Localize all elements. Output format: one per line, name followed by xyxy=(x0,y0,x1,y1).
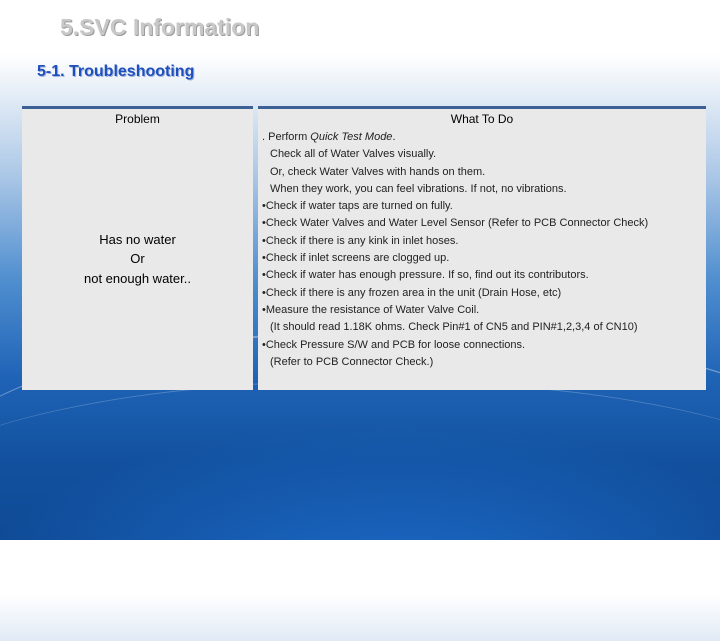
todo-line: • Measure the resistance of Water Valve Coil. xyxy=(262,302,706,319)
todo-suffix: . xyxy=(392,131,396,143)
what-to-do-cell xyxy=(258,128,706,390)
section-title: 5-1. Troubleshooting xyxy=(37,63,195,80)
column-header-what-to-do: What To Do xyxy=(258,106,706,128)
todo-line: • Check Water Valves and Water Level Sensor (Refer to PCB Connector Check) xyxy=(262,215,706,232)
problem-line: not enough water.. xyxy=(84,270,191,286)
todo-line: • Check if water has enough pressure. If so, find out its contributors. xyxy=(262,267,706,284)
problem-line: Has no water xyxy=(99,231,176,247)
todo-list xyxy=(262,146,706,371)
todo-line: • Check Pressure S/W and PCB for loose connections. xyxy=(262,337,706,354)
todo-line: Check all of Water Valves visually. xyxy=(270,148,437,161)
quick-test-mode-emphasis: Quick Test Mode xyxy=(310,131,393,143)
background-swoosh xyxy=(0,380,720,641)
todo-prefix: . Perform xyxy=(262,131,311,143)
todo-line: • Check if there is any frozen area in the unit (Drain Hose, etc) xyxy=(262,285,706,302)
todo-line: (It should read 1.18K ohms. Check Pin#1 of CN5 and PIN#1,2,3,4 of CN10) xyxy=(270,321,638,334)
page-title: 5.SVC Information xyxy=(60,14,260,40)
problem-cell xyxy=(22,128,253,390)
todo-line: • Check if there is any kink in inlet hoses. xyxy=(262,233,706,250)
todo-line: (Refer to PCB Connector Check.) xyxy=(270,355,434,368)
problem-line: Or xyxy=(130,251,145,267)
todo-line: Or, check Water Valves with hands on them. xyxy=(270,165,486,178)
todo-line-quick-test xyxy=(262,129,706,146)
todo-line: When they work, you can feel vibrations. If not, no vibrations. xyxy=(270,182,567,195)
column-header-problem: Problem xyxy=(22,106,253,128)
todo-line: • Check if inlet screens are clogged up. xyxy=(262,250,706,267)
todo-line: • Check if water taps are turned on fully. xyxy=(262,198,706,215)
